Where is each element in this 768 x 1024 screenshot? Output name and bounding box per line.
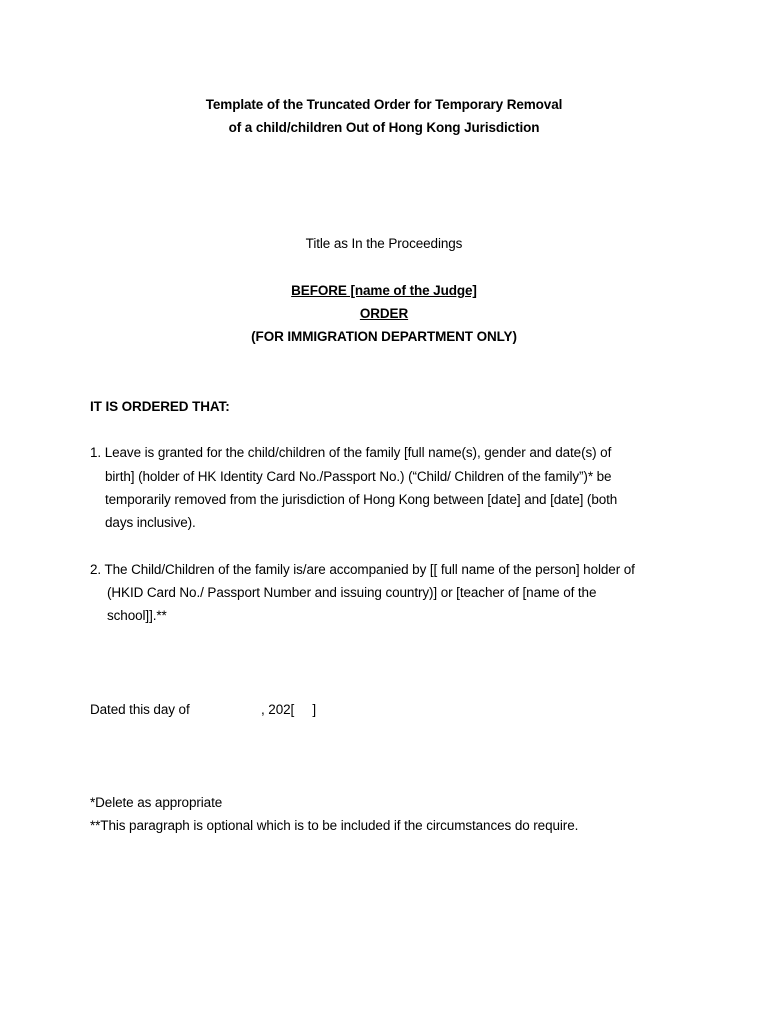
- paragraph-2-line-3: school]].**: [107, 608, 167, 623]
- ordered-that-heading: IT IS ORDERED THAT:: [90, 399, 230, 414]
- order-label: ORDER: [359, 306, 409, 321]
- paragraph-1-line-4: days inclusive).: [105, 515, 196, 530]
- paragraph-2-line-2: (HKID Card No./ Passport Number and issuing country)] or [teacher of [name of the: [107, 585, 597, 600]
- paragraph-1-line-2: birth] (holder of HK Identity Card No./Passport No.) (“Child/ Children of the family”)* be: [105, 469, 612, 484]
- document-heading-line-1: Template of the Truncated Order for Temporary Removal: [205, 97, 563, 112]
- dated-year: , 202[ ]: [261, 702, 317, 717]
- dated-prefix: Dated this day of: [90, 702, 190, 717]
- footnote-optional: **This paragraph is optional which is to be included if the circumstances do require.: [90, 818, 579, 833]
- document-heading-line-2: of a child/children Out of Hong Kong Jurisdiction: [228, 120, 540, 135]
- paragraph-1-line-1: 1. Leave is granted for the child/children of the family [full name(s), gender and date(s) of: [90, 445, 612, 460]
- paragraph-1-line-3: temporarily removed from the jurisdiction of Hong Kong between [date] and [date] (both: [105, 492, 618, 507]
- before-judge: BEFORE [name of the Judge]: [291, 283, 477, 298]
- proceedings-title: Title as In the Proceedings: [305, 236, 463, 251]
- immigration-note: (FOR IMMIGRATION DEPARTMENT ONLY): [251, 329, 517, 344]
- paragraph-2-line-1: 2. The Child/Children of the family is/are accompanied by [[ full name of the person] holder of: [90, 562, 635, 577]
- footnote-delete: *Delete as appropriate: [90, 795, 223, 810]
